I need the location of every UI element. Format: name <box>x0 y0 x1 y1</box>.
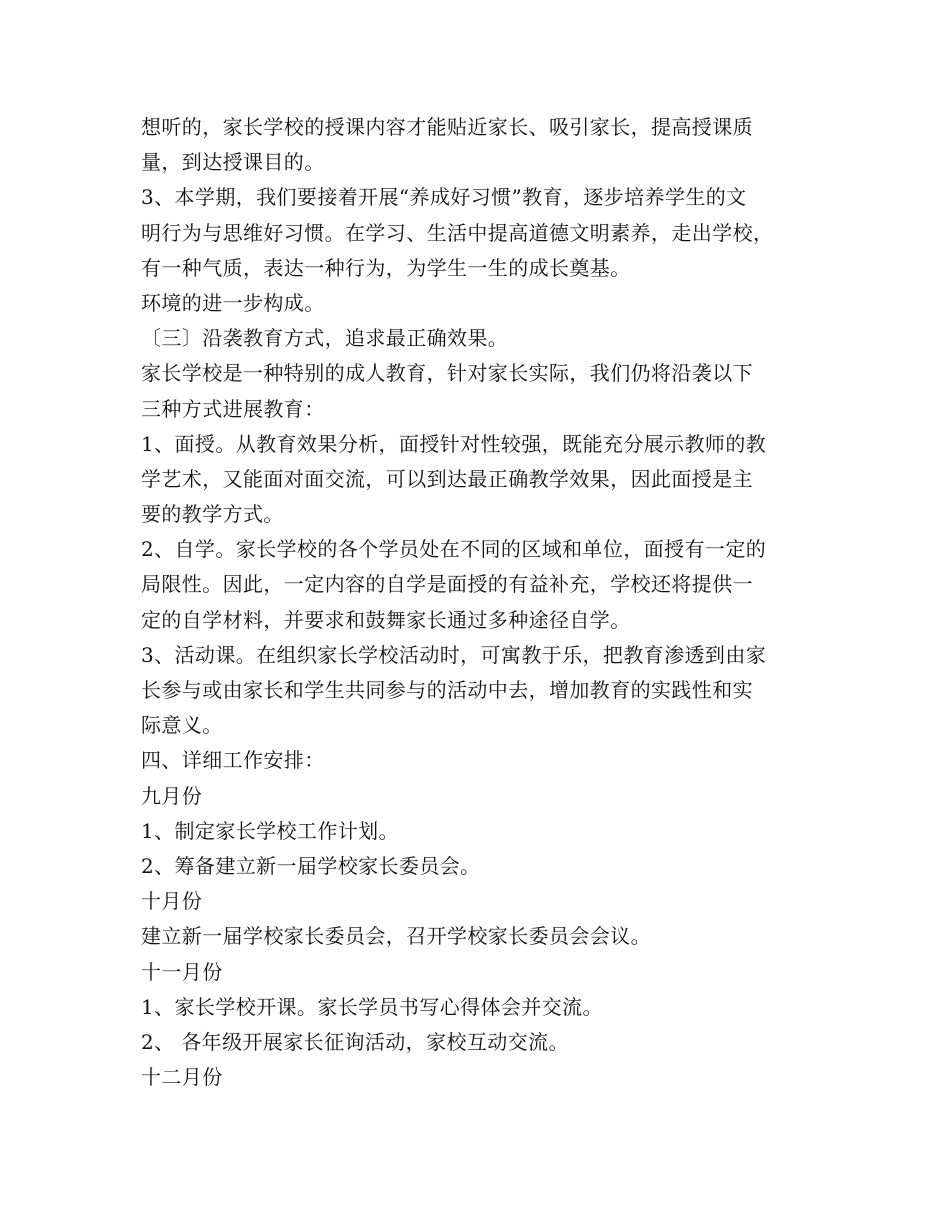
text-line: 长参与或由家长和学生共同参与的活动中去，增加教育的实践性和实 <box>141 678 753 702</box>
list-item: 2、自学。家长学校的各个学员处在不同的区域和单位，面授有一定的 <box>141 537 767 562</box>
text-line: 建立新一届学校家长委员会，召开学校家长委员会会议。 <box>141 924 651 949</box>
text-line: 明行为与思维好习惯。在学习、生活中提高道德文明素养，走出学校， <box>141 220 774 245</box>
month-heading: 十月份 <box>141 889 203 914</box>
month-heading: 十一月份 <box>141 959 223 984</box>
list-item: 1、制定家长学校工作计划。 <box>141 818 399 843</box>
list-item: 3、活动课。在组织家长学校活动时，可寓教于乐，把教育渗透到由家 <box>141 642 767 667</box>
list-item: 2、筹备建立新一届学校家长委员会。 <box>141 853 481 878</box>
text-line: 际意义。 <box>141 713 223 738</box>
section-heading: 四、详细工作安排： <box>141 748 325 773</box>
month-heading: 九月份 <box>141 783 203 808</box>
text-line: 想听的，家长学校的授课内容才能贴近家长、吸引家长，提高授课质 <box>141 115 753 139</box>
text-line: 学艺术，又能面对面交流，可以到达最正确教学效果，因此面授是主 <box>141 466 753 491</box>
list-item: 1、面授。从教育效果分析，面授针对性较强，既能充分展示教师的教 <box>141 431 767 456</box>
text-line: 3、本学期，我们要接着开展“养成好习惯”教育，逐步培养学生的文 <box>141 185 747 210</box>
document-body <box>141 110 821 1095</box>
list-item: 1、家长学校开课。家长学员书写心得体会并交流。 <box>141 994 603 1019</box>
text-line: 环境的进一步构成。 <box>141 290 325 315</box>
list-item: 2、 各年级开展家长征询活动，家校互动交流。 <box>141 1029 569 1054</box>
text-line: 局限性。因此，一定内容的自学是面授的有益补充，学校还将提供一 <box>141 572 753 597</box>
text-line: 要的教学方式。 <box>141 502 284 527</box>
text-line: 有一种气质，表达一种行为，为学生一生的成长奠基。 <box>141 255 631 280</box>
text-line: 定的自学材料，并要求和鼓舞家长通过多种途径自学。 <box>141 607 631 632</box>
section-heading: 〔三〕沿袭教育方式，追求最正确效果。 <box>141 326 509 351</box>
month-heading: 十二月份 <box>141 1065 223 1090</box>
text-line: 三种方式进展教育： <box>141 396 325 421</box>
text-line: 家长学校是一种特别的成人教育，针对家长实际，我们仍将沿袭以下 <box>141 361 753 386</box>
text-line: 量，到达授课目的。 <box>141 150 325 175</box>
